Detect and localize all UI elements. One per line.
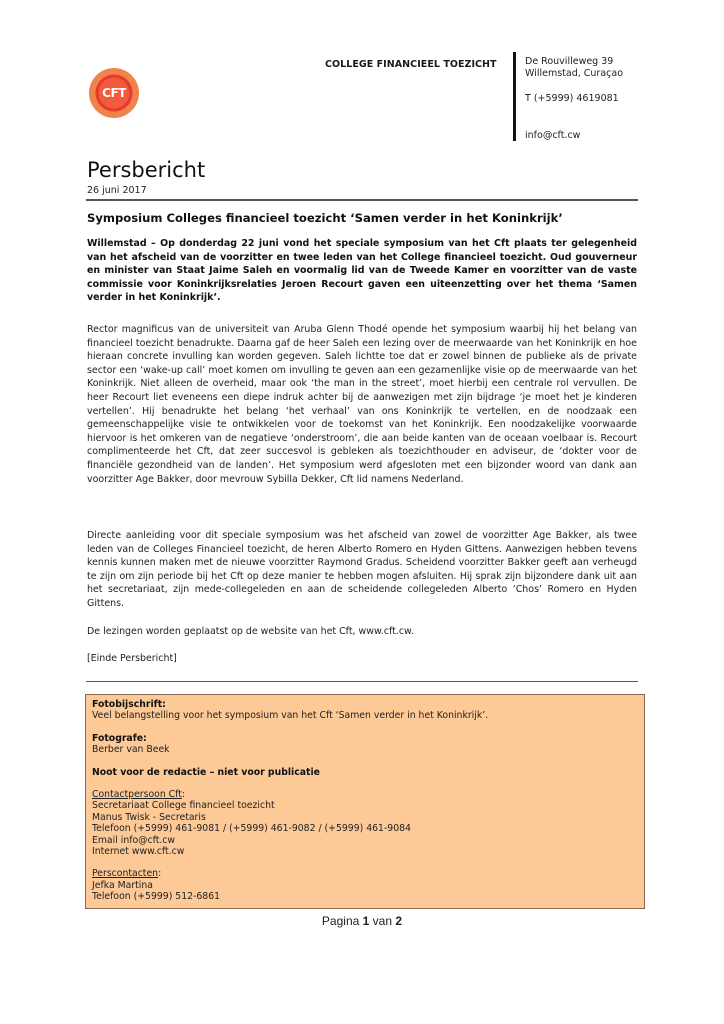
press-label: Perscontacten — [92, 868, 159, 880]
body-paragraph-2: Directe aanleiding voor dit speciale symposium was het afscheid van zowel de voorzitter Age Bakker, als twee leden van de Colleges Financieel toezicht, de heren Alberto Romero en Hyden Gittens. Aanwezigen hebben tevens kennis kunnen maken met de nieuwe voorzitter Raymond Gradus. Scheidend voorzitter Bakker geeft aan verheugd te zijn om zijn periode bij het Cft op deze manier te hebben mogen afsluiten. Hij sprak zijn bijzondere dank uit aan het secretariaat, zijn mede-collegeleden en aan de scheidende collegeleden Alberto ‘Chos’ Romero en Hyden Gittens. — [87, 530, 637, 609]
of-word: van — [372, 914, 393, 928]
notes-divider — [86, 681, 638, 682]
end-marker: [Einde Persbericht] — [87, 653, 177, 664]
caption-text: Veel belangstelling voor het symposium van het Cft ‘Samen verder in het Koninkrijk’. — [92, 710, 489, 722]
address-line-1: De Rouvilleweg 39 — [525, 56, 614, 67]
cft-logo-text: CFT — [102, 86, 126, 100]
page-footer — [0, 914, 724, 928]
editor-note: Noot voor de redactie – niet voor publicatie — [92, 766, 320, 778]
email-address[interactable]: info@cft.cw — [525, 130, 581, 141]
press-line: Telefoon (+5999) 512-6861 — [92, 891, 221, 903]
organization-name: COLLEGE FINANCIEEL TOEZICHT — [325, 59, 497, 70]
photographer-name: Berber van Beek — [92, 744, 170, 756]
caption-label: Fotobijschrift: — [92, 699, 166, 710]
header-divider — [513, 52, 516, 141]
cft-logo-inner — [96, 75, 132, 111]
current-page: 1 — [362, 914, 370, 928]
body-paragraph-1: Rector magnificus van de universiteit van Aruba Glenn Thodé opende het symposium waarbij hij het belang van financieel toezicht benadrukte. Daarna gaf de heer Saleh een lezing over de meerwaarde van het Koninkrijk en hoe hieraan concrete invulling kan worden gegeven. Saleh lichtte toe dat er zowel binnen de publieke als de private sector een ‘wake-up call’ moet komen om invulling te geven aan een gezamenlijke visie op de meerwaarde van het Koninkrijk. Niet alleen de overheid, maar ook ‘the man in the street’, moet hierbij een centrale rol vervullen. De heer Recourt liet eveneens een diepe indruk achter bij de aanwezigen met zijn bijdrage ‘je moet het je kinderen vertellen’. Hij benadrukte het belang ‘het verhaal’ van ons Koninkrijk te vertellen, en de noodzaak een gemeenschappelijke visie te ontwikkelen voor de toekomst van het Koninkrijk. Een noodzakelijke voorwaarde hiervoor is het omkeren van de negatieve ‘onderstroom’, die aan beide kanten van de oceaan voelbaar is. Recourt complimenteerde het Cft, dat zeer succesvol is gebleken als toezichthouder en adviseur, de ‘dokter voor de financiële gezondheid van de landen’. Het symposium werd afgesloten met een bijzonder woord van dank aan voorzitter Age Bakker, door mevrouw Sybilla Dekker, Cft lid namens Nederland. — [87, 324, 637, 485]
contact-heading: Contactpersoon Cft: — [92, 789, 186, 801]
publication-date: 26 juni 2017 — [87, 185, 147, 196]
photographer-label: Fotografe: — [92, 732, 147, 744]
notes-box — [85, 694, 645, 909]
contact-website[interactable]: Internet www.cft.cw — [92, 846, 185, 858]
phone-number: T (+5999) 4619081 — [525, 93, 619, 104]
headline: Symposium Colleges financieel toezicht ‘Samen verder in het Koninkrijk’ — [87, 211, 563, 225]
contact-line: Telefoon (+5999) 461-9081 / (+5999) 461-9082 / (+5999) 461-9084 — [92, 823, 411, 835]
website-note: De lezingen worden geplaatst op de website van het Cft, www.cft.cw. — [87, 626, 414, 637]
total-pages: 2 — [395, 914, 403, 928]
address-line-2: Willemstad, Curaçao — [525, 68, 624, 79]
lead-paragraph: Willemstad – Op donderdag 22 juni vond het speciale symposium van het Cft plaats ter gelegenheid van het afscheid van de voorzitter en twee leden van het College financieel toezicht. Oud gouverneur en minister van Staat Jaime Saleh en voormalig lid van de Tweede Kamer en voorzitter van de vaste commissie voor Koninkrijksrelaties Jeroen Recourt gaven een uiteenzetting over het thema ‘Samen verder in het Koninkrijk’. — [87, 238, 637, 304]
page-word: Pagina — [321, 914, 360, 928]
contact-line: Manus Twisk - Secretaris — [92, 811, 206, 823]
press-heading: Perscontacten: — [92, 868, 162, 880]
press-line: Jefka Martina — [92, 879, 153, 891]
cft-logo — [89, 68, 139, 118]
contact-label: Contactpersoon Cft — [92, 789, 182, 801]
contact-email[interactable]: Email info@cft.cw — [92, 834, 176, 846]
contact-line: Secretariaat College financieel toezicht — [92, 800, 275, 812]
page-title: Persbericht — [87, 158, 206, 182]
title-divider — [86, 199, 638, 201]
